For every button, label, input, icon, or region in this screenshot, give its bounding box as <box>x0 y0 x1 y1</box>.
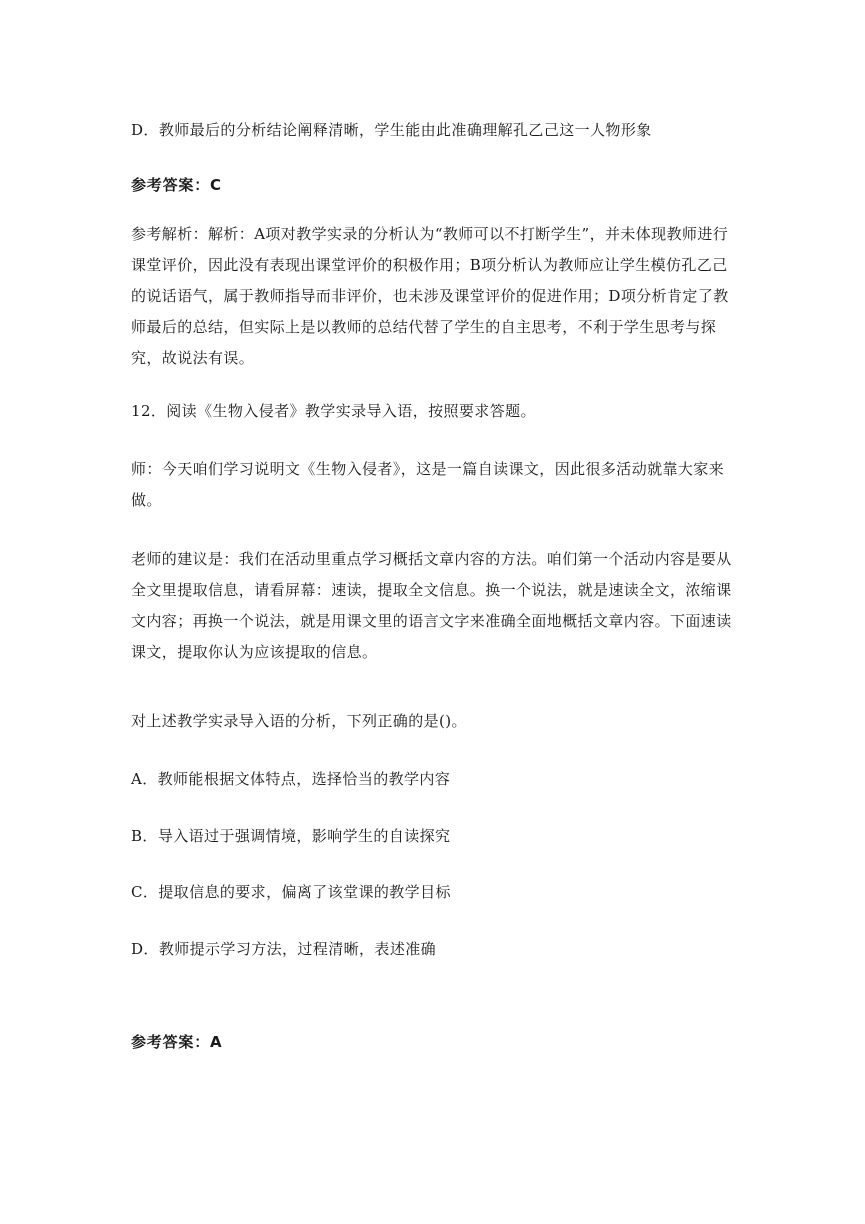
q12-option-d: D．教师提示学习方法，过程清晰，表述准确 <box>131 940 437 958</box>
q12-passage-2: 老师的建议是：我们在活动里重点学习概括文章内容的方法。咱们第一个活动内容是要从全文里提取信息，请看屏幕：速读，提取全文信息。换一个说法，就是速读全文，浓缩课文内容；再换一个说法，就是用课文里的语言文字来准确全面地概括文章内容。下面速读课文，提取你认为应该提取的信息。 <box>131 550 732 661</box>
q12-option-b: B．导入语过于强调情境，影响学生的自读探究 <box>131 827 451 845</box>
q12-question: 对上述教学实录导入语的分析，下列正确的是()。 <box>131 712 467 730</box>
q11-answer: 参考答案：C <box>131 176 222 194</box>
q11-option-d: D．教师最后的分析结论阐释清晰，学生能由此准确理解孔乙己这一人物形象 <box>131 121 652 139</box>
q12-passage-1: 师：今天咱们学习说明文《生物入侵者》，这是一篇自读课文，因此很多活动就靠大家来做。 <box>131 460 725 509</box>
q12-stem: 12．阅读《生物入侵者》教学实录导入语，按照要求答题。 <box>131 402 536 420</box>
q12-option-c: C．提取信息的要求，偏离了该堂课的教学目标 <box>131 883 451 901</box>
q11-analysis: 参考解析：解析：A项对教学实录的分析认为“教师可以不打断学生”，并未体现教师进行课堂评价，因此没有表现出课堂评价的积极作用；B项分析认为教师应让学生模仿孔乙己的说话语气，属于教师指导而非评价，也未涉及课堂评价的促进作用；D项分析肯定了教师最后的总结，但实际上是以教师的总结代替了学生的自主思考，不利于学生思考与探究，故说法有误。 <box>131 225 729 367</box>
q12-option-a: A．教师能根据文体特点，选择恰当的教学内容 <box>131 770 451 788</box>
q12-answer: 参考答案：A <box>131 1033 223 1051</box>
